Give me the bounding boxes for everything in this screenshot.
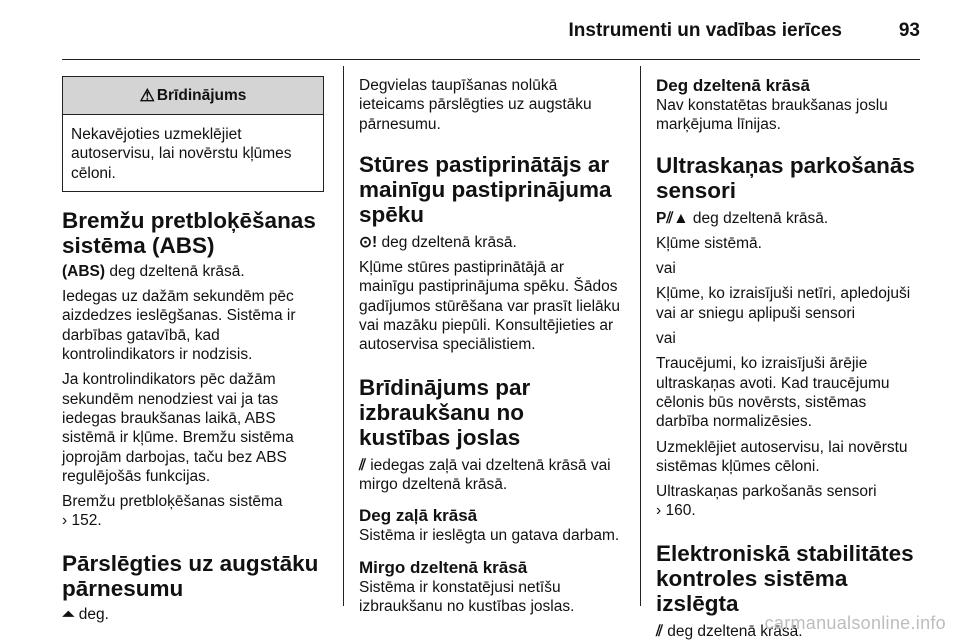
lane-heading: Brīdinājums par izbraukšanu no kustības joslas [359, 374, 531, 450]
column-1 [62, 66, 324, 624]
warning-header [63, 77, 323, 115]
park-reference-text: Ultraskaņas parkošanās sensori [656, 483, 877, 501]
abs-reference-text: Bremžu pretbloķēšanas sistēma [62, 493, 283, 511]
abs-heading: Bremžu pretbloķēšanas sistēma (ABS) [62, 207, 316, 258]
esc-icon: ⫽ [656, 622, 663, 640]
lane-icon: ⫽ [359, 456, 366, 474]
steering-indicator-desc: deg dzeltenā krāsā. [381, 233, 517, 251]
lane-yellow-subheading: Deg dzeltenā krāsā [656, 76, 811, 95]
upshift-desc: deg. [78, 605, 109, 623]
park-or-1: vai [656, 260, 676, 278]
header-title: Instrumenti un vadības ierīces [568, 20, 842, 41]
page-header [62, 0, 920, 60]
abs-indicator-text [62, 262, 324, 281]
abs-para-2: Ja kontrolindikators pēc dažām sekundēm nenodziest vai ja tas iedegas braukšanas laikā, ABS sistēmā ir kļūme. Bremžu sistēma joprojām darbojas, taču bez ABS regulējošās funkcijas. [62, 371, 294, 485]
esc-heading: Elektroniskā stabilitātes kontroles sistēma izslēgta [656, 540, 914, 616]
park-indicator-desc: deg dzeltenā krāsā. [692, 209, 829, 227]
park-para-4: Uzmeklējiet autoservisu, lai novērstu sistēmas kļūmes cēloni. [656, 438, 908, 475]
lane-flash-text: Sistēma ir konstatējusi netīšu izbraukšanu no kustības joslas. [359, 578, 575, 615]
upshift-intro: Degvielas taupīšanas nolūkā ieteicams pārslēgties uz augstāku pārnesumu. [359, 77, 592, 133]
park-indicator-text [656, 209, 920, 228]
park-reference-link[interactable]: › 160. [656, 502, 696, 520]
lane-flash-subheading: Mirgo dzeltenā krāsā [359, 557, 528, 577]
page-number: 93 [898, 20, 920, 41]
esc-indicator-desc: deg dzeltenā krāsā. [667, 622, 803, 640]
park-para-1: Kļūme sistēmā. [656, 234, 762, 252]
column-divider-2 [640, 66, 641, 606]
park-para-2: Kļūme, ko izraisījuši netīri, apledojuši vai ar sniegu aplipuši sensori [656, 285, 911, 322]
lane-yellow-text: Nav konstatētas braukšanas joslu marķējuma līnijas. [656, 97, 888, 134]
park-sensor-icon: P⫽▲ [656, 209, 689, 227]
park-para-3: Traucējumi, ko izraisījuši ārējie ultraskaņas avoti. Kad traucējumu cēlonis būs novērsts, sistēmas darbība normalizēsies. [656, 355, 890, 431]
park-or-2: vai [656, 330, 676, 348]
steering-warning-icon: ⊙! [359, 233, 378, 251]
warning-triangle-icon: ⚠ [139, 85, 155, 105]
column-divider-1 [343, 66, 344, 606]
upshift-icon: ⏶ [62, 605, 75, 623]
abs-para-1: Iedegas uz dažām sekundēm pēc aizdedzes ieslēgšanas. Sistēma ir darbības gatavībā, kad kontrolindikators ir nodzisis. [62, 288, 296, 364]
lane-green-subheading: Deg zaļā krāsā [359, 506, 478, 526]
lane-indicator-desc: iedegas zaļā vai dzeltenā krāsā vai mirgo dzeltenā krāsā. [359, 456, 611, 493]
warning-text: Nekavējoties uzmeklējiet autoservisu, lai novērstu kļūmes cēloni. [71, 126, 292, 182]
column-2 [359, 76, 621, 616]
steering-indicator-text [359, 233, 621, 252]
abs-icon: (ABS) [62, 262, 106, 280]
steering-para: Kļūme stūres pastiprinātājā ar mainīgu pastiprinājuma spēku. Šādos gadījumos stūrēšana var prasīt lielāku vai mazāku piepūli. Konsultējieties ar autoservisa speciālistiem. [359, 259, 621, 354]
header-divider [62, 59, 920, 60]
warning-box [62, 76, 324, 192]
park-heading: Ultraskaņas parkošanās sensori [656, 152, 915, 203]
upshift-indicator-text [62, 605, 324, 624]
column-3 [656, 76, 920, 641]
abs-reference [62, 492, 324, 531]
warning-title: Brīdinājums [156, 86, 247, 104]
abs-indicator-desc: deg dzeltenā krāsā. [109, 262, 245, 280]
lane-green-text: Sistēma ir ieslēgta un gatava darbam. [359, 527, 620, 545]
watermark: carmanualsonline.info [764, 613, 946, 633]
park-reference [656, 482, 920, 521]
upshift-heading: Pārslēgties uz augstāku pārnesumu [62, 550, 319, 601]
abs-reference-link[interactable]: › 152. [62, 512, 102, 530]
steering-heading: Stūres pastiprinātājs ar mainīgu pastiprinājuma spēku [359, 151, 612, 227]
lane-indicator-text [359, 456, 621, 495]
